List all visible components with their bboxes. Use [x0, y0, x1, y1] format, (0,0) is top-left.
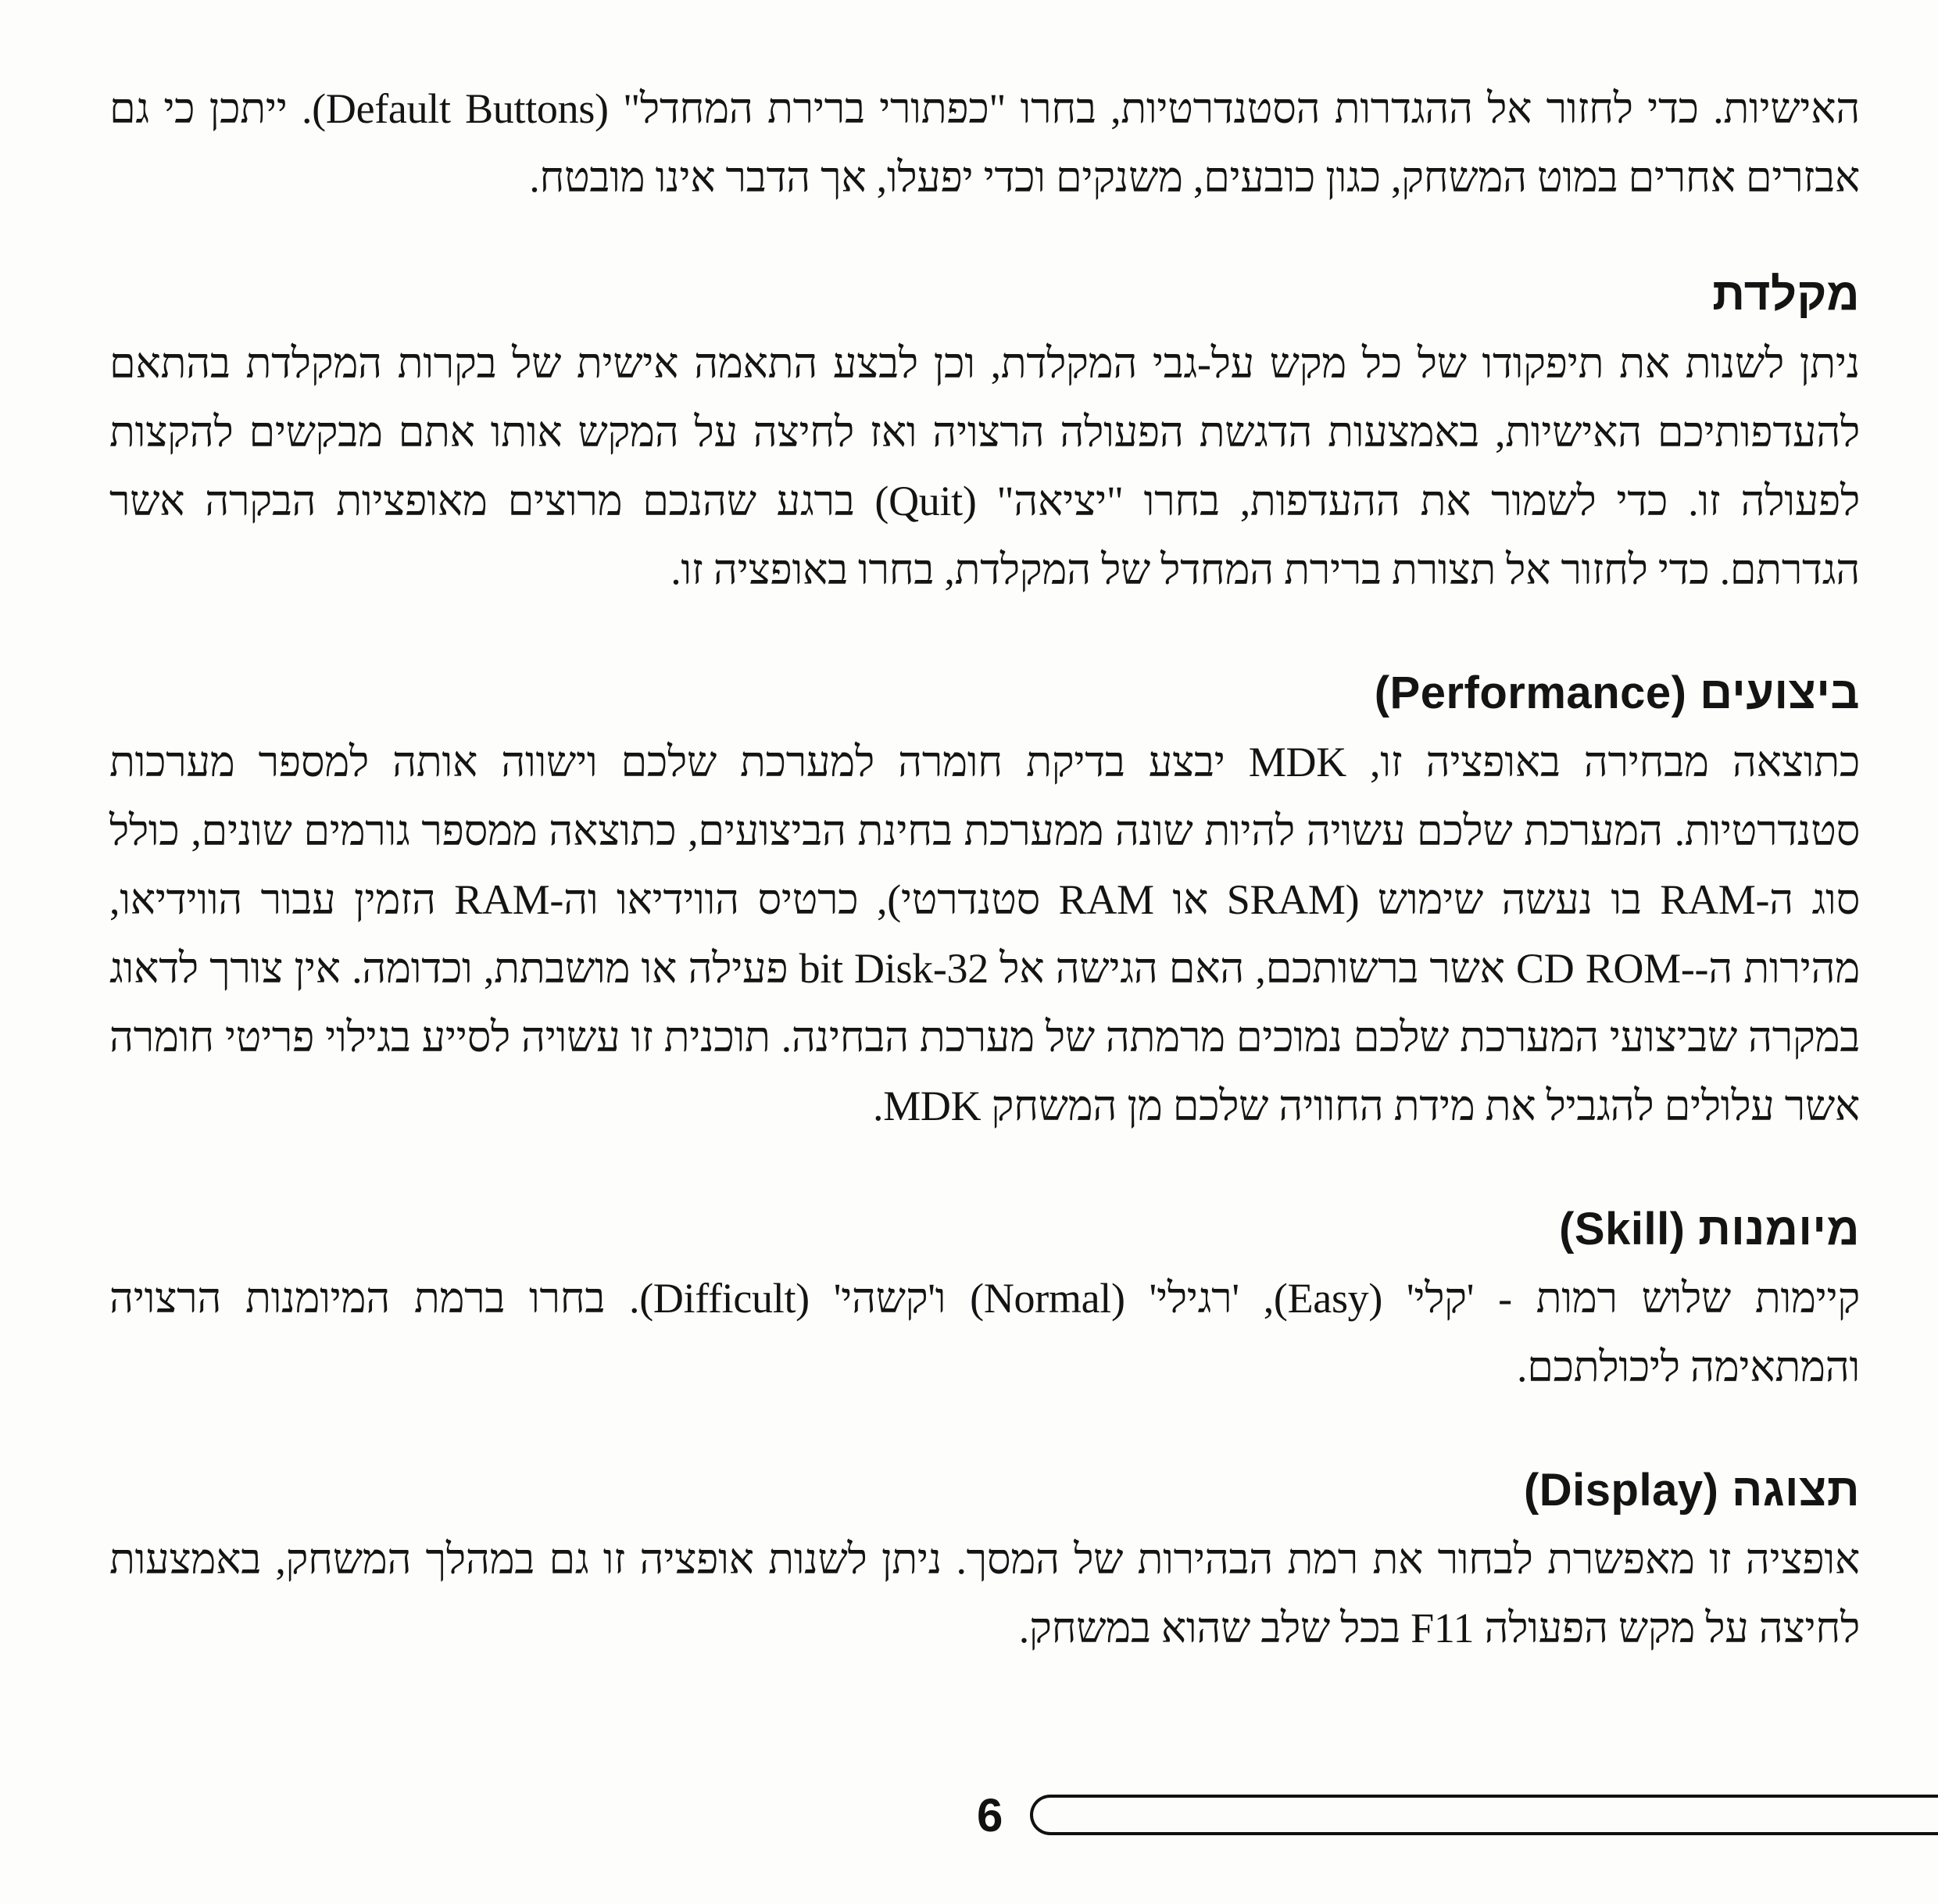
display-heading: [109, 1456, 1860, 1525]
intro-paragraph: האישיות. כדי לחזור אל ההגדרות הסטנדרטיות, בחרו "כפתורי ברירת המחדל" (Default Buttons). ייתכן כי גם אבזרים אחרים במוט המשחק, כגון כובעים, משנקים וכדי יפעלו, אך הדבר אינו מובטח.: [109, 85, 1861, 201]
skill-paragraph: קיימות שלוש רמות - 'קלי' (Easy), 'רגילי' (Normal) ו'קשהי' (Difficult). בחרו ברמת המיומנות הרצויה והמתאימה ליכולתכם.: [109, 1275, 1860, 1390]
skill-heading: [109, 1195, 1860, 1264]
display-heading-hebrew: תצוגה: [1732, 1465, 1860, 1516]
page-number: 6: [977, 1789, 1003, 1841]
keyboard-section: [109, 260, 1860, 604]
keyboard-paragraph: ניתן לשנות את תיפקודו של כל מקש על-גבי המקלדת, וכן לבצע התאמה אישית של בקרות המקלדת בהתאם להעדפותיכם האישיות, באמצעות הדגשת הפעולה הרצויה ואז לחיצה על המקש אותו אתם מבקשים להקצות לפעולה זו. כדי לשמור את ההעדפות, בחרו "יציאה" (Quit) ברגע שהנכם מרוצים מאופציות הבקרה אשר הגדרתם. כדי לחזור אל תצורת ברירת המחדל של המקלדת, בחרו באופציה זו.: [109, 340, 1860, 593]
footer-rounded-bar: [1030, 1795, 1938, 1835]
page-footer: [969, 1790, 1938, 1845]
performance-heading-hebrew: ביצועים: [1700, 667, 1860, 718]
skill-section: [109, 1195, 1860, 1401]
keyboard-heading: מקלדת: [1712, 269, 1860, 320]
display-heading-english: (Display): [1523, 1465, 1719, 1516]
performance-heading: [109, 659, 1860, 728]
manual-page: [109, 74, 1860, 1662]
skill-heading-english: (Skill): [1559, 1204, 1686, 1254]
skill-heading-hebrew: מיומנות: [1698, 1204, 1860, 1254]
performance-heading-english: (Performance): [1374, 667, 1687, 718]
display-paragraph: אופציה זו מאפשרת לבחור את רמת הבהירות של המסך. ניתן לשנות אופציה זו גם במהלך המשחק, באמצעות לחיצה על מקש הפעולה F11 בכל שלב שהוא במשחק.: [109, 1536, 1860, 1652]
display-section: [109, 1456, 1860, 1662]
performance-paragraph: כתוצאה מבחירה באופציה זו, MDK יבצע בדיקת חומרה למערכת שלכם וישווה אותה למספר מערכות סטנדרטיות. המערכת שלכם עשויה להיות שונה ממערכת בחינת הביצועים, כתוצאה ממספר גורמים שונים, כולל סוג ה-RAM בו נעשה שימוש (SRAM או RAM סטנדרטי), כרטיס הווידיאו וה-RAM הזמין עבור הווידיאו, מהירות ה--CD ROM אשר ברשותכם, האם הגישה אל 32-bit Disk פעילה או מושבתת, וכדומה. אין צורך לדאוג במקרה שביצועי המערכת שלכם נמוכים מרמתה של מערכת הבחינה. תוכנית זו עשויה לסייע בגילוי פריטי חומרה אשר עלולים להגביל את מידת החוויה שלכם מן המשחק MDK.: [109, 739, 1860, 1129]
performance-section: [109, 659, 1860, 1140]
